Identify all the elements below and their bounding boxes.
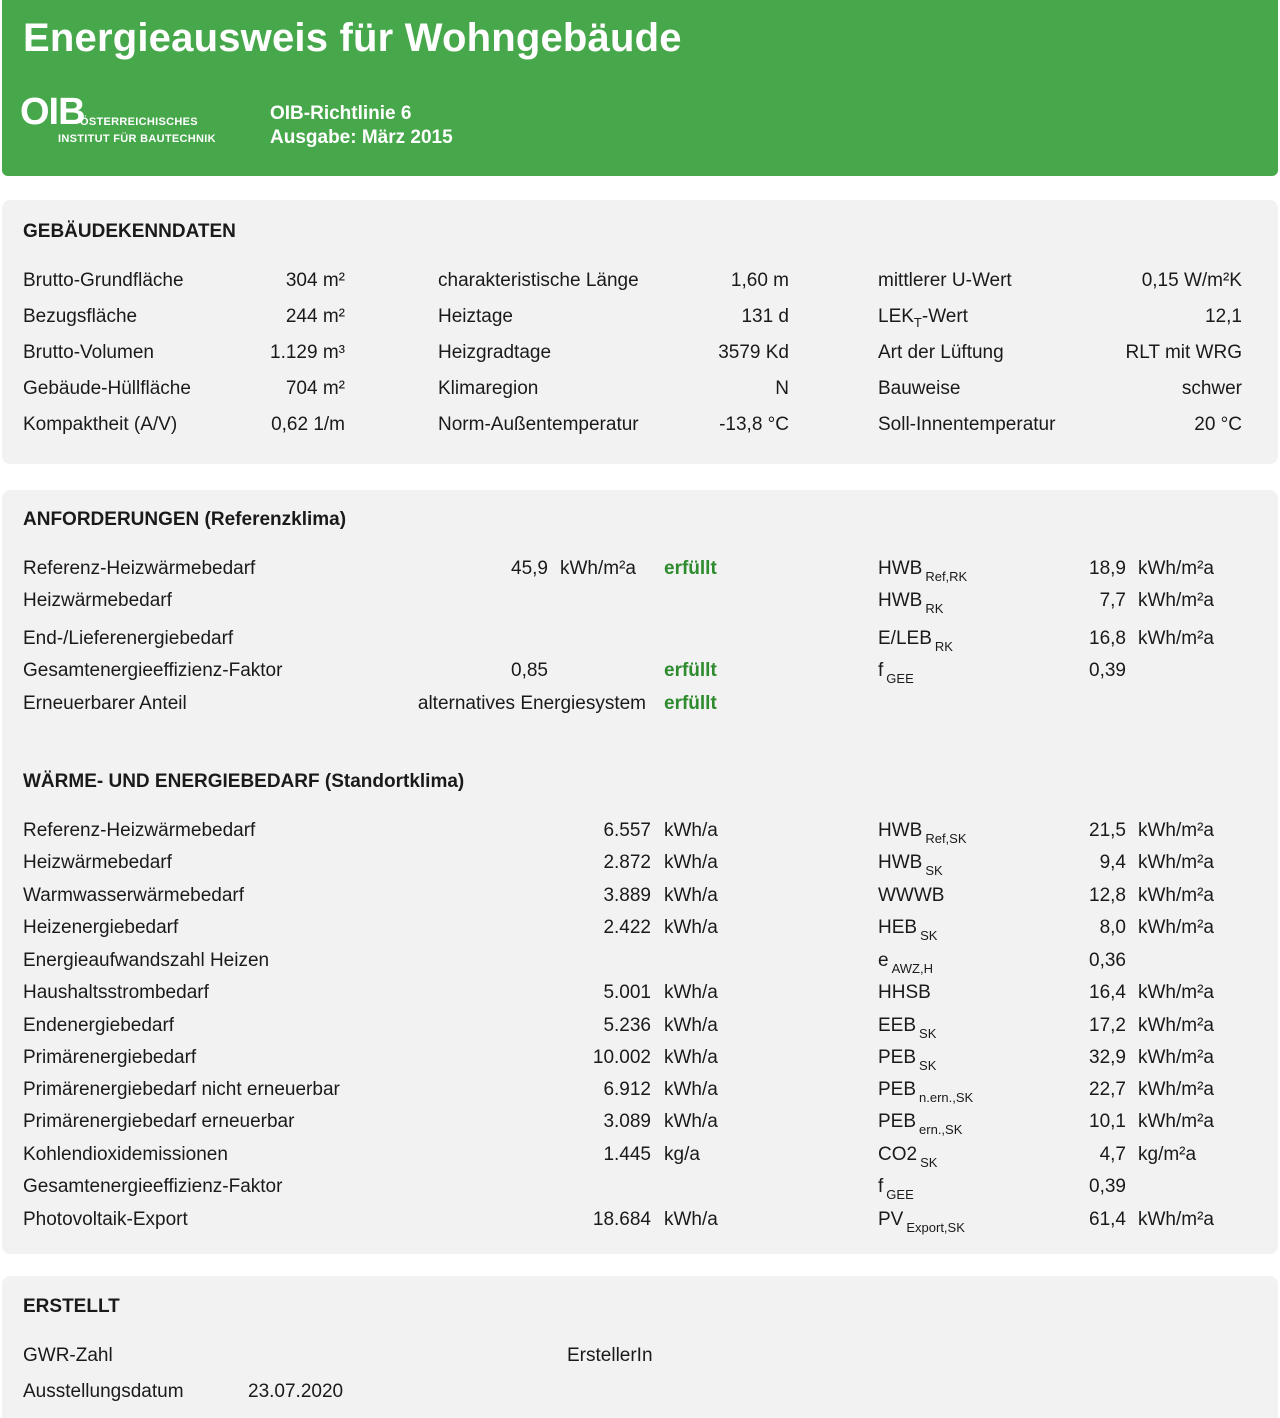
demand-value-unit: kWh/m²a [1138,820,1214,841]
demand-label: Heizwärmebedarf [23,852,172,873]
header-banner [2,0,1278,176]
demand-unit: kWh/a [664,917,718,938]
demand-number: 18.684 [592,1209,651,1230]
demand-number: 10.002 [592,1047,651,1068]
requirement-label: Erneuerbarer Anteil [23,693,187,714]
demand-symbol [878,852,943,878]
demand-number: 5.001 [603,982,651,1003]
demand-symbol [878,1015,937,1041]
kd-col2-label: charakteristische Länge [438,270,639,291]
demand-symbol-symbol: e [878,950,889,971]
demand-symbol [878,885,947,907]
demand-label: Primärenergiebedarf erneuerbar [23,1111,295,1132]
demand-symbol [878,820,967,846]
kd-col3-label [878,342,1004,364]
demand-value-unit: kWh/m²a [1138,1209,1214,1230]
demand-value-unit: kWh/m²a [1138,917,1214,938]
kd-col2-label: Norm-Außentemperatur [438,414,639,435]
demand-symbol [878,1047,937,1073]
demand-symbol [878,917,938,943]
demand-unit: kWh/a [664,1047,718,1068]
section-title-energy-demand: WÄRME- UND ENERGIEBEDARF (Standortklima) [23,771,465,792]
demand-symbol-subscript: SK [919,1026,937,1041]
guideline-label: OIB-Richtlinie 6 [270,103,412,124]
demand-value: 12,8 [1089,885,1126,906]
requirement-value: 7,7 [1099,590,1126,611]
demand-label: Kohlendioxidemissionen [23,1144,228,1165]
kd-col2-value: 1,60 m [730,270,789,291]
requirement-unit: kWh/m²a [560,558,636,579]
section-title-requirements [23,509,346,531]
demand-value: 8,0 [1099,917,1126,938]
demand-label: Heizenergiebedarf [23,917,179,938]
demand-unit: kWh/a [664,852,718,873]
requirement-status-fulfilled: erfüllt [664,660,717,681]
demand-unit: kWh/a [664,1111,718,1132]
demand-number: 5.236 [603,1015,651,1036]
kd-col3-label-text: Bauweise [878,378,961,399]
demand-unit: kWh/a [664,1015,718,1036]
demand-unit: kWh/a [664,982,718,1003]
logo-text-line2: INSTITUT FÜR BAUTECHNIK [58,133,216,145]
demand-value: 32,9 [1089,1047,1126,1068]
requirement-value-unit: kWh/m²a [1138,590,1214,611]
requirement-symbol-symbol: E/LEB [878,628,932,649]
requirement-status-fulfilled: erfüllt [664,693,717,714]
demand-label: Haushaltsstrombedarf [23,982,209,1003]
demand-unit: kWh/a [664,885,718,906]
kd-col3-label [878,414,1055,436]
demand-symbol-symbol: CO2 [878,1144,918,1165]
demand-number: 3.889 [603,885,651,906]
demand-value: 61,4 [1089,1209,1126,1230]
demand-symbol-symbol: HHSB [878,982,931,1003]
kd-col3-value: 0,15 W/m²K [1141,270,1242,291]
requirement-value: 18,9 [1089,558,1126,579]
demand-unit: kWh/a [664,1079,718,1100]
kd-col1-value: 244 m² [285,306,345,327]
requirement-status-fulfilled: erfüllt [664,558,717,579]
kd-col3-value: schwer [1181,378,1242,399]
demand-symbol-subscript: Export,SK [906,1220,965,1235]
building-data-panel [2,200,1278,464]
edition-label: Ausgabe: März 2015 [270,127,453,148]
logo-mark: OIB [20,91,85,133]
demand-symbol-subscript: SK [920,1155,938,1170]
demand-symbol-subscript: AWZ,H [891,961,933,976]
demand-value-unit: kg/m²a [1138,1144,1197,1165]
kd-col3-label [878,378,960,400]
demand-symbol-symbol: HWB [878,820,923,841]
requirement-value-unit: kWh/m²a [1138,558,1214,579]
demand-unit: kg/a [664,1144,700,1165]
requirement-symbol [878,628,953,654]
document-title: Energieausweis für Wohngebäude [23,16,682,60]
demand-symbol-subscript: ern.,SK [919,1122,963,1137]
issue-date-value: 23.07.2020 [248,1381,344,1402]
kd-col2-label: Klimaregion [438,378,539,399]
kd-col1-label: Kompaktheit (A/V) [23,414,178,435]
demand-number: 6.557 [603,820,651,841]
demand-value-unit: kWh/m²a [1138,1047,1214,1068]
demand-symbol [878,1111,963,1137]
kd-col1-value: 0,62 1/m [271,414,345,435]
requirement-number: 45,9 [511,558,548,579]
demand-symbol-subscript: SK [919,1058,937,1073]
demand-number: 3.089 [603,1111,651,1132]
kd-col1-value: 1.129 m³ [270,342,345,363]
demand-symbol-subscript: SK [920,928,938,943]
demand-value: 17,2 [1089,1015,1126,1036]
kd-col1-label: Gebäude-Hüllfläche [23,378,191,399]
demand-value: 22,7 [1089,1079,1126,1100]
requirement-symbol [878,558,968,584]
demand-symbol [878,1176,914,1202]
requirement-symbol [878,660,914,686]
kd-col1-label: Bezugsfläche [23,306,138,327]
kd-col1-label: Brutto-Grundfläche [23,270,184,291]
demand-label: Warmwasserwärmebedarf [23,885,245,906]
demand-symbol-subscript: n.ern.,SK [919,1090,974,1105]
demand-unit: kWh/a [664,1209,718,1230]
kd-col3-value: RLT mit WRG [1125,342,1242,363]
kd-col3-label-text: mittlerer U-Wert [878,270,1012,291]
kd-col3-label [878,306,968,328]
demand-value-unit: kWh/m²a [1138,982,1214,1003]
demand-number: 2.422 [603,917,651,938]
kd-col1-label: Brutto-Volumen [23,342,154,363]
demand-number: 6.912 [603,1079,651,1100]
demand-label: Referenz-Heizwärmebedarf [23,820,256,841]
kd-col3-label-subscript: T [913,315,922,330]
demand-value-unit: kWh/m²a [1138,1111,1214,1132]
demand-symbol [878,1079,974,1105]
demand-label: Primärenergiebedarf [23,1047,197,1068]
requirement-number: 0,85 [511,660,548,681]
kd-col3-value: 12,1 [1205,306,1242,327]
demand-symbol-subscript: GEE [886,1187,914,1202]
demand-symbol-symbol: HWB [878,852,923,873]
kd-col2-value: N [775,378,789,399]
demand-symbol-symbol: PEB [878,1079,917,1100]
demand-symbol-symbol: EEB [878,1015,917,1036]
kd-col2-label: Heizgradtage [438,342,552,363]
oib-logo [20,92,240,154]
created-panel [2,1276,1278,1418]
requirement-label: Heizwärmebedarf [23,590,172,611]
demand-value: 0,39 [1089,1176,1126,1197]
requirement-label: Referenz-Heizwärmebedarf [23,558,256,579]
logo-text-line1: ÖSTERREICHISCHES [80,116,198,128]
demand-value-unit: kWh/m²a [1138,885,1214,906]
demand-symbol-symbol: PV [878,1209,904,1230]
demand-unit: kWh/a [664,820,718,841]
demand-symbol-symbol: WWWB [878,885,945,906]
requirement-symbol-subscript: Ref,RK [925,569,968,584]
demand-symbol [878,982,934,1004]
requirement-symbol-symbol: HWB [878,558,923,579]
kd-col2-value: -13,8 °C [719,414,789,435]
kd-col3-label-suffix: -Wert [921,306,968,327]
demand-symbol-symbol: PEB [878,1047,917,1068]
kd-col2-label: Heiztage [438,306,513,327]
requirement-text: alternatives Energiesystem [417,693,646,714]
demand-label: Photovoltaik-Export [23,1209,188,1230]
demand-symbol-symbol: HEB [878,917,918,938]
kd-col3-value: 20 °C [1194,414,1242,435]
requirement-symbol-subscript: RK [925,601,944,616]
requirement-symbol-subscript: GEE [886,671,914,686]
requirement-label: End-/Lieferenergiebedarf [23,628,234,649]
kd-col3-label [878,270,1012,292]
requirements-title-text: ANFORDERUNGEN (Referenzklima) [23,509,347,530]
demand-value: 4,7 [1099,1144,1126,1165]
requirement-value-unit: kWh/m²a [1138,628,1214,649]
section-title-building-data: GEBÄUDEKENNDATEN [23,221,236,242]
demand-value: 21,5 [1089,820,1126,841]
creator-label: ErstellerIn [567,1345,653,1366]
requirement-value: 16,8 [1089,628,1126,649]
demand-number: 2.872 [603,852,651,873]
requirements-panel [2,490,1278,1254]
requirement-symbol-symbol: HWB [878,590,923,611]
demand-symbol [878,950,933,976]
requirement-label: Gesamtenergieeffizienz-Faktor [23,660,283,681]
demand-symbol-symbol: f [878,1176,884,1197]
demand-symbol [878,1209,965,1235]
gwr-label: GWR-Zahl [23,1345,113,1366]
demand-label: Primärenergiebedarf nicht erneuerbar [23,1079,340,1100]
requirement-symbol [878,590,944,616]
demand-value: 16,4 [1089,982,1126,1003]
kd-col3-label-text: Soll-Innentemperatur [878,414,1056,435]
kd-col2-value: 3579 Kd [718,342,789,363]
demand-number: 1.445 [603,1144,651,1165]
requirement-value: 0,39 [1089,660,1126,681]
demand-value: 9,4 [1099,852,1126,873]
demand-value-unit: kWh/m²a [1138,1015,1214,1036]
demand-symbol-subscript: Ref,SK [925,831,967,846]
demand-symbol-symbol: PEB [878,1111,917,1132]
issue-date-label: Ausstellungsdatum [23,1381,184,1402]
requirement-symbol-subscript: RK [934,639,953,654]
demand-symbol-subscript: SK [925,863,943,878]
demand-value: 0,36 [1089,950,1126,971]
kd-col3-label-text: LEK [878,306,914,327]
demand-label: Energieaufwandszahl Heizen [23,950,270,971]
kd-col1-value: 704 m² [285,378,345,399]
requirement-symbol-symbol: f [878,660,884,681]
section-title-created: ERSTELLT [23,1296,120,1317]
demand-value: 10,1 [1089,1111,1126,1132]
demand-label: Endenergiebedarf [23,1015,175,1036]
kd-col2-value: 131 d [741,306,789,327]
demand-label: Gesamtenergieeffizienz-Faktor [23,1176,283,1197]
demand-value-unit: kWh/m²a [1138,852,1214,873]
demand-value-unit: kWh/m²a [1138,1079,1214,1100]
kd-col1-value: 304 m² [285,270,345,291]
demand-symbol [878,1144,938,1170]
kd-col3-label-text: Art der Lüftung [878,342,1004,363]
